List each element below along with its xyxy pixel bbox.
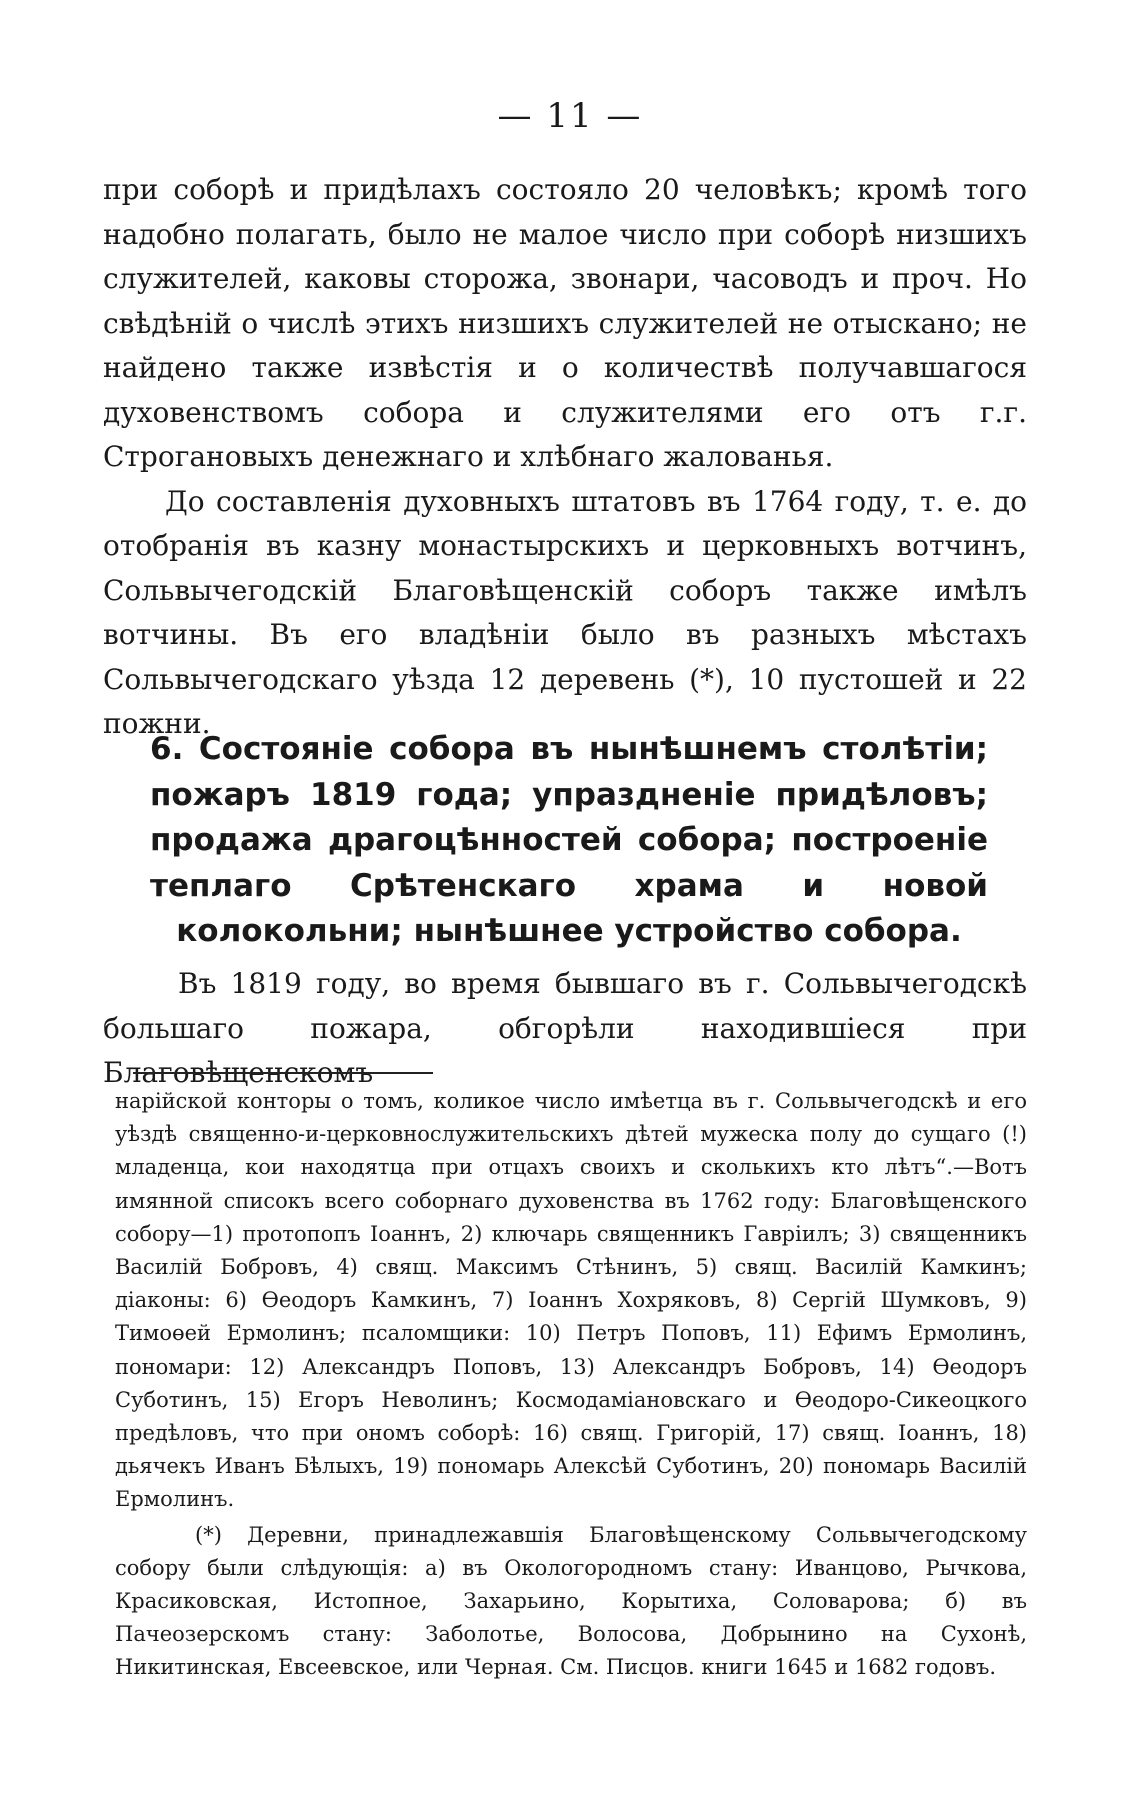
footnote-separator-rule xyxy=(133,1072,433,1074)
paragraph-votchiny: До составленія духовныхъ штатовъ въ 1764 году, т. е. до отобранія въ казну монастырскихъ и церковныхъ вотчинъ, Сольвычегодскій Благовѣщенскій соборъ также имѣлъ вотчины. Въ его владѣніи было въ разныхъ мѣстахъ Сольвычегодскаго уѣзда 12 деревень (*), 10 пустошей и 22 пожни. xyxy=(103,484,1027,740)
body-text-after-heading xyxy=(103,962,1027,1096)
footnote-villages: (*) Деревни, принадлежавшія Благовѣщенскому Сольвычегодскому собору были слѣдующія: а) въ Окологородномъ стану: Иванцово, Рычкова, Красиковская, Истопное, Захарьино, Корытиха, Соловарова; б) въ Пачеозерскомъ стану: Заболотье, Волосова, Добрынино на Сухонѣ, Никитинская, Евсеевское, или Черная. См. Писцов. книги 1645 и 1682 годовъ. xyxy=(115,1522,1027,1680)
footnote-continued: нарійской конторы о томъ, коликое число имѣетца въ г. Сольвычегодскѣ и его уѣздѣ священно-и-церковнослужительскихъ дѣтей мужеска полу до сущаго (!) младенца, кои находятца при отцахъ своихъ и сколькихъ кто лѣтъ“.—Вотъ имянной списокъ всего соборнаго духовенства въ 1762 году: Благовѣщенского собору—1) протопопъ Іоаннъ, 2) ключарь священникъ Гавріилъ; 3) священникъ Василій Бобровъ, 4) свящ. Максимъ Стѣнинъ, 5) свящ. Василій Камкинъ; діаконы: 6) Өеодоръ Камкинъ, 7) Іоаннъ Хохряковъ, 8) Сергій Шумковъ, 9) Тимоөей Ермолинъ; псаломщики: 10) Петръ Поповъ, 11) Ефимъ Ермолинъ, пономари: 12) Александръ Поповъ, 13) Александръ Бобровъ, 14) Өеодоръ Суботинъ, 15) Егоръ Неволинъ; Космодаміановскаго и Өеодоро-Сикеоцкого предѣловъ, что при ономъ соборѣ: 16) свящ. Григорій, 17) свящ. Іоаннъ, 18) дьячекъ Иванъ Бѣлыхъ, 19) пономарь Алексѣй Суботинъ, 20) пономарь Василій Ермолинъ. xyxy=(115,1089,1027,1512)
paragraph-continued: при соборѣ и придѣлахъ состояло 20 человѣкъ; кромѣ того надобно полагать, было не малое число при соборѣ низшихъ служителей, каковы сторожа, звонари, часоводъ и проч. Но свѣдѣній о числѣ этихъ низшихъ служителей не отыскано; не найдено также извѣстія и о количествѣ получавшагося духовенствомъ собора и служителями его отъ г.г. Строгановыхъ денежнаго и хлѣбнаго жалованья. xyxy=(103,173,1027,473)
paragraph-fire-1819: Въ 1819 году, во время бывшаго въ г. Сольвычегодскѣ большаго пожара, обгорѣли находившіеся при Благовѣщенскомъ xyxy=(103,967,1027,1089)
footnotes xyxy=(115,1085,1027,1685)
section-heading: 6. Состояніе собора въ нынѣшнемъ столѣтіи; пожаръ 1819 года; упраздненіе придѣловъ; продажа драгоцѣнностей собора; построеніе теплаго Срѣтенскаго храма и новой колокольни; нынѣшнее устройство собора. xyxy=(150,731,988,949)
page-number: — 11 — xyxy=(497,96,643,136)
body-text-top xyxy=(103,168,1027,747)
